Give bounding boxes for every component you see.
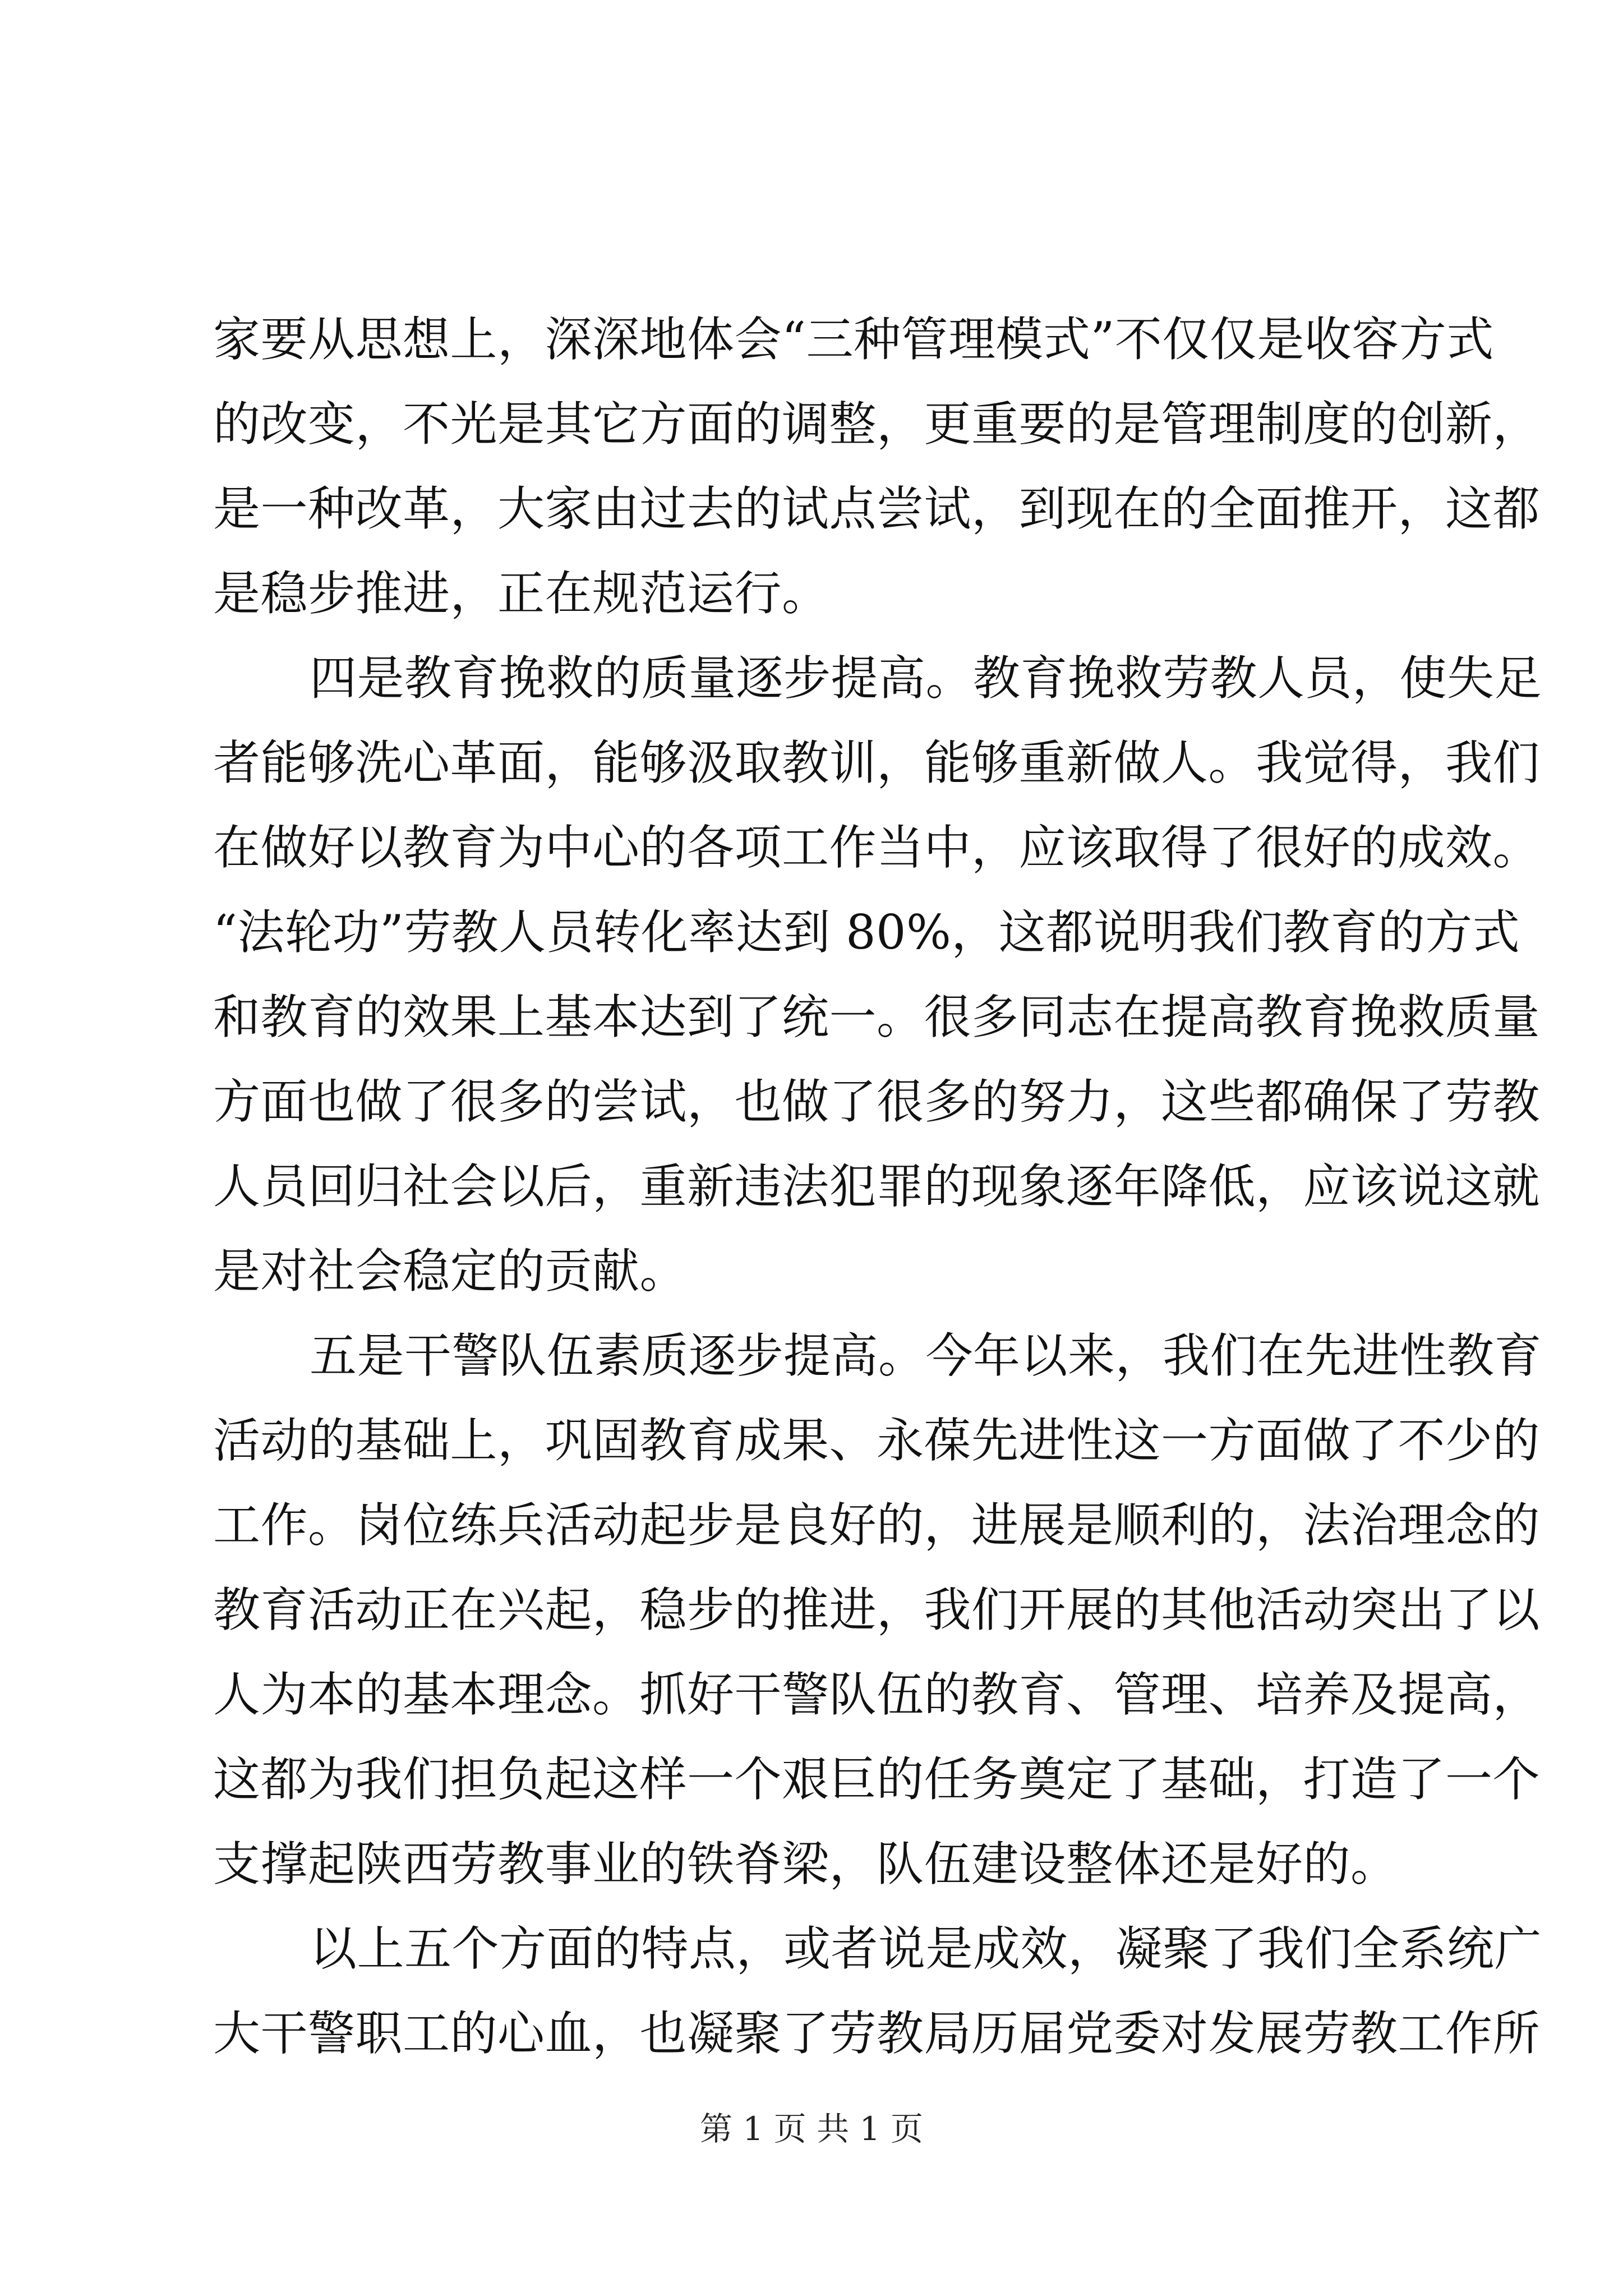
text-line: 者能够洗心革面，能够汲取教训，能够重新做人。我觉得，我们 [213, 735, 1541, 790]
text-line: 教育活动正在兴起，稳步的推进，我们开展的其他活动突出了以 [213, 1582, 1541, 1637]
text-line: 这都为我们担负起这样一个艰巨的任务奠定了基础，打造了一个 [213, 1752, 1541, 1807]
text-line: 是稳步推进，正在规范运行。 [213, 566, 829, 621]
text-line: 工作。岗位练兵活动起步是良好的，进展是顺利的，法治理念的 [213, 1498, 1541, 1553]
document-body [213, 297, 1542, 2076]
text-line: 在做好以教育为中心的各项工作当中，应该取得了很好的成效。 [213, 820, 1541, 875]
text-line: 人员回归社会以后，重新违法犯罪的现象逐年降低，应该说这就 [213, 1159, 1541, 1214]
text-line: 大干警职工的心血，也凝聚了劳教局历届党委对发展劳教工作所 [213, 2006, 1541, 2061]
text-line: 人为本的基本理念。抓好干警队伍的教育、管理、培养及提高， [213, 1667, 1541, 1722]
page-number: 第 1 页 共 1 页 [700, 2110, 923, 2148]
text-line: 的改变，不光是其它方面的调整，更重要的是管理制度的创新， [213, 397, 1541, 452]
text-line: 家要从思想上，深深地体会“三种管理模式”不仅仅是收容方式 [213, 312, 1494, 367]
paragraph-first-line: 以上五个方面的特点，或者说是成效，凝聚了我们全系统广 [310, 1921, 1542, 1976]
text-line: 是一种改革，大家由过去的试点尝试，到现在的全面推开，这都 [213, 481, 1541, 536]
text-line: 是对社会稳定的贡献。 [213, 1244, 688, 1299]
text-line: 支撑起陕西劳教事业的铁脊梁，队伍建设整体还是好的。 [213, 1837, 1398, 1892]
page-footer [0, 2109, 1623, 2148]
paragraph-first-line: 五是干警队伍素质逐步提高。今年以来，我们在先进性教育 [310, 1328, 1542, 1383]
text-line: 和教育的效果上基本达到了统一。很多同志在提高教育挽救质量 [213, 990, 1541, 1045]
text-line: 活动的基础上，巩固教育成果、永葆先进性这一方面做了不少的 [213, 1413, 1541, 1468]
paragraph-first-line: 四是教育挽救的质量逐步提高。教育挽救劳教人员，使失足 [310, 651, 1542, 706]
text-line: 方面也做了很多的尝试，也做了很多的努力，这些都确保了劳教 [213, 1074, 1541, 1129]
text-line: “法轮功”劳教人员转化率达到 80%，这都说明我们教育的方式 [213, 905, 1520, 960]
